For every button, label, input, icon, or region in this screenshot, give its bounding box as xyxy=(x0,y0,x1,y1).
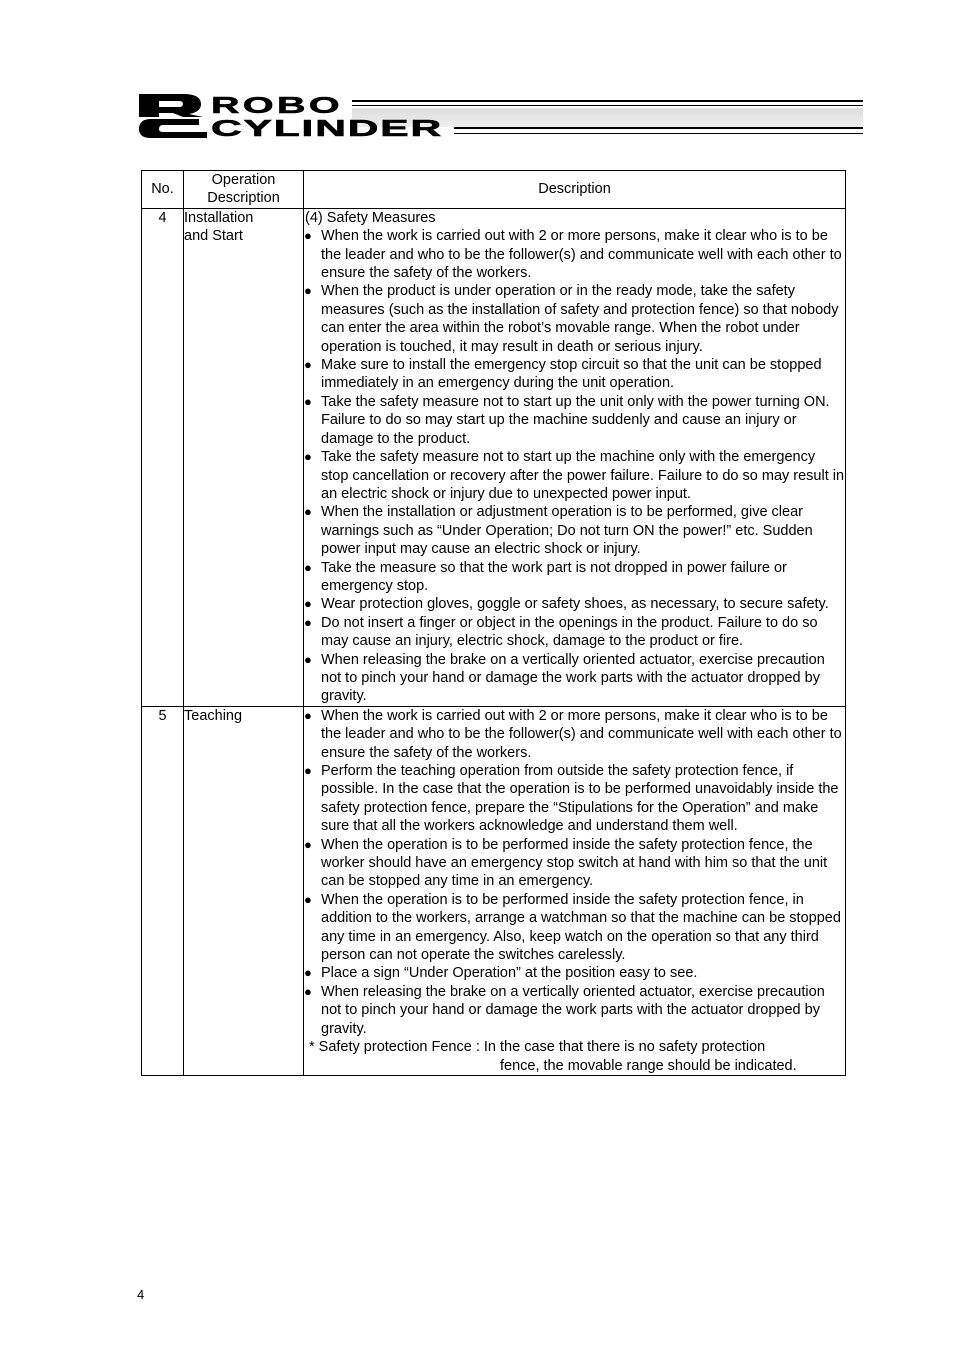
row-number: 5 xyxy=(142,706,184,1075)
list-item: ● When the work is carried out with 2 or more persons, make it clear who is to be the leader and who to be the follower(s) and communicate well with each other to ensure the safety of the workers. xyxy=(304,227,845,282)
section-heading: (4) Safety Measures xyxy=(305,209,436,226)
list-item: ● Do not insert a finger or object in the openings in the product. Failure to do so may cause an injury, electric shock, damage to the product or fire. xyxy=(304,614,845,651)
header-operation xyxy=(184,171,304,209)
list-item: ● When the work is carried out with 2 or more persons, make it clear who is to be the leader and who to be the follower(s) and communicate well with each other to ensure the safety of the workers. xyxy=(304,707,845,762)
svg-text:ROBO: ROBO xyxy=(211,93,343,118)
page-number: 4 xyxy=(137,1287,145,1302)
list-item: ● When the operation is to be performed inside the safety protection fence, the worker should have an emergency stop switch at hand with him so that the unit can be stopped any time in an emergency. xyxy=(304,836,845,891)
list-item: ● When the product is under operation or in the ready mode, take the safety measures (such as the installation of safety and protection fence) so that nobody can enter the area within the robot’s movable range. When the robot under operation is touched, it may result in death or serious injury. xyxy=(304,282,845,356)
list-item: ● Make sure to install the emergency stop circuit so that the unit can be stopped immediately in an emergency during the unit operation. xyxy=(304,356,845,393)
header-no: No. xyxy=(142,171,184,209)
header-operation-line1: Operation xyxy=(211,172,276,188)
list-item: ● Perform the teaching operation from outside the safety protection fence, if possible. In the case that the operation is to be performed unavoidably inside the safety protection fence, prepare the “Stipulations for the Operation” and make sure that all the workers acknowledge and understand them well. xyxy=(304,762,845,836)
footnote-line1: * Safety protection Fence : In the case that there is no safety protection xyxy=(309,1039,766,1056)
header-operation-line2: Description xyxy=(207,190,280,207)
safety-operations-table xyxy=(141,170,846,1076)
list-item: ● Wear protection gloves, goggle or safety shoes, as necessary, to secure safety. xyxy=(304,595,845,613)
row-operation-line1: Teaching xyxy=(184,707,243,724)
table-row xyxy=(142,208,846,706)
row-operation-line1: Installation xyxy=(184,209,254,226)
list-item: ● When releasing the brake on a vertically oriented actuator, exercise precaution not to pinch your hand or damage the work parts with the actuator dropped by gravity. xyxy=(304,651,845,706)
list-item: ● When the installation or adjustment operation is to be performed, give clear warnings such as “Under Operation; Do not turn ON the power!” etc. Sudden power input may cause an electric shock or injury. xyxy=(304,503,845,558)
list-item: ● Take the measure so that the work part is not dropped in power failure or emergency stop. xyxy=(304,559,845,596)
footnote-line2: fence, the movable range should be indicated. xyxy=(500,1057,797,1074)
list-item: ● When releasing the brake on a vertically oriented actuator, exercise precaution not to pinch your hand or damage the work parts with the actuator dropped by gravity. xyxy=(304,983,845,1038)
row-description xyxy=(304,706,846,1075)
bullet-list xyxy=(304,227,845,706)
bullet-list xyxy=(304,707,845,1038)
list-item: ● Take the safety measure not to start up the machine only with the emergency stop cancellation or recovery after the power failure. Failure to do so may result in an electric shock or injury due to unexpected power input. xyxy=(304,448,845,503)
row-operation-line2: and Start xyxy=(184,228,243,245)
list-item: ● Take the safety measure not to start up the unit only with the power turning ON. Failure to do so may start up the machine suddenly and cause an injury or damage to the product. xyxy=(304,393,845,448)
svg-text:CYLINDER: CYLINDER xyxy=(211,115,443,139)
table-header-row xyxy=(142,171,846,209)
row-operation xyxy=(184,706,304,1075)
row-description xyxy=(304,208,846,706)
header-description: Description xyxy=(304,171,846,209)
list-item: ● When the operation is to be performed inside the safety protection fence, in addition to the workers, arrange a watchman so that the machine can be stopped any time in an emergency. Also, keep watch on the operation so that any third person can not operate the switches carelessly. xyxy=(304,891,845,965)
row-operation xyxy=(184,208,304,706)
list-item: ● Place a sign “Under Operation” at the position easy to see. xyxy=(304,964,845,982)
table-row xyxy=(142,706,846,1075)
robo-cylinder-logo xyxy=(137,93,863,139)
row-number: 4 xyxy=(142,208,184,706)
